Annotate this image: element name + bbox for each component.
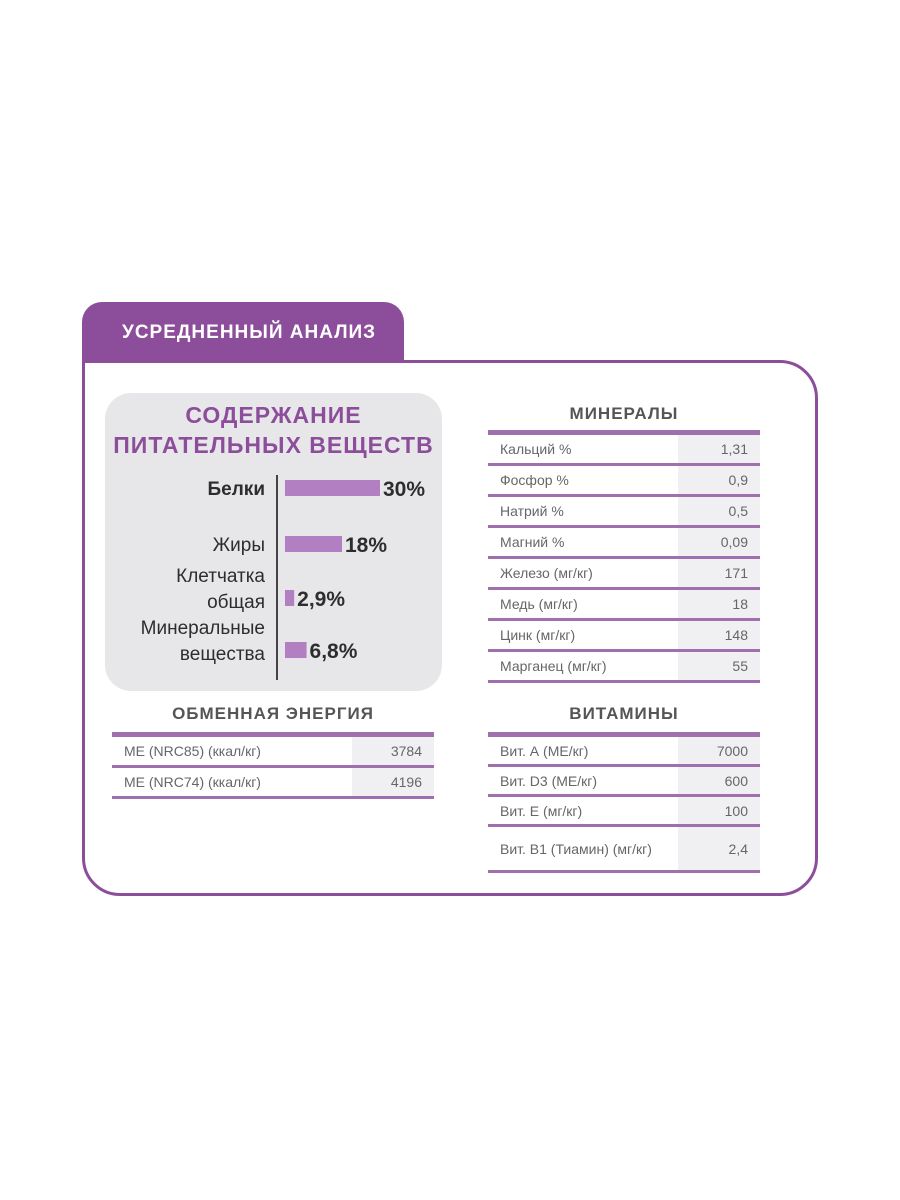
category-label: Клетчатка	[176, 566, 265, 587]
vitamins-table	[488, 732, 760, 873]
row-value: 0,09	[720, 534, 748, 550]
table-row	[488, 767, 760, 797]
bar-value-label: 30%	[383, 478, 426, 501]
bar	[285, 590, 294, 606]
category-label: вещества	[179, 644, 265, 665]
table-row	[488, 528, 760, 559]
row-label: Вит. Е (мг/кг)	[500, 802, 583, 819]
bar-value-label: 2,9%	[297, 588, 346, 611]
row-value: 148	[724, 627, 748, 643]
nutrient-bar-chart	[105, 470, 442, 685]
energy-title: ОБМЕННАЯ ЭНЕРГИЯ	[172, 704, 374, 723]
category-label: общая	[207, 592, 265, 613]
row-label: Натрий %	[500, 503, 564, 519]
vitamins-title: ВИТАМИНЫ	[569, 704, 679, 723]
minerals-title: МИНЕРАЛЫ	[569, 404, 679, 423]
bar-value-label: 18%	[345, 534, 388, 557]
row-label: Медь (мг/кг)	[500, 596, 578, 612]
row-label: Кальций %	[500, 441, 572, 457]
table-row	[488, 590, 760, 621]
bar	[285, 536, 342, 552]
row-label: ME (NRC74) (ккал/кг)	[124, 774, 261, 790]
row-label: ME (NRC85) (ккал/кг)	[124, 743, 261, 759]
table-row	[488, 621, 760, 652]
table-row	[488, 827, 760, 873]
row-label: Магний %	[500, 534, 565, 550]
category-label: Минеральные	[140, 618, 265, 639]
row-value: 7000	[716, 742, 748, 759]
table-row	[112, 768, 434, 799]
row-value: 171	[724, 565, 748, 581]
table-row	[488, 797, 760, 827]
row-label: Вит. А (МЕ/кг)	[500, 742, 589, 759]
nutrient-title-line1: СОДЕРЖАНИЕ	[185, 402, 362, 428]
row-label: Вит. D3 (МЕ/кг)	[500, 772, 598, 789]
row-value: 55	[732, 658, 748, 674]
table-row	[488, 497, 760, 528]
row-value: 1,31	[720, 441, 748, 457]
table-row	[488, 466, 760, 497]
row-label: Цинк (мг/кг)	[500, 627, 576, 643]
row-label: Марганец (мг/кг)	[500, 658, 607, 674]
row-value: 0,5	[728, 503, 748, 519]
category-label: Жиры	[212, 535, 265, 556]
row-value: 4196	[390, 774, 422, 790]
table-row	[488, 559, 760, 590]
table-row	[488, 652, 760, 683]
minerals-table	[488, 430, 760, 683]
row-value: 2,4	[728, 840, 748, 857]
row-value: 0,9	[728, 472, 748, 488]
row-value: 600	[724, 772, 748, 789]
analysis-tab	[82, 302, 404, 366]
table-row	[488, 435, 760, 466]
bar	[285, 480, 380, 496]
row-value: 100	[724, 802, 748, 819]
nutrient-title-line2: ПИТАТЕЛЬНЫХ ВЕЩЕСТВ	[113, 432, 434, 458]
analysis-tab-label: УСРЕДНЕННЫЙ АНАЛИЗ	[122, 322, 377, 343]
energy-table	[112, 732, 434, 799]
table-row	[112, 737, 434, 768]
row-label: Железо (мг/кг)	[500, 565, 593, 581]
category-label: Белки	[207, 479, 265, 500]
bar	[285, 642, 307, 658]
row-label: Вит. В1 (Тиамин) (мг/кг)	[500, 840, 652, 857]
table-row	[488, 737, 760, 767]
row-value: 3784	[390, 743, 422, 759]
bar-value-label: 6,8%	[309, 640, 358, 663]
row-label: Фосфор %	[500, 472, 569, 488]
row-value: 18	[732, 596, 748, 612]
